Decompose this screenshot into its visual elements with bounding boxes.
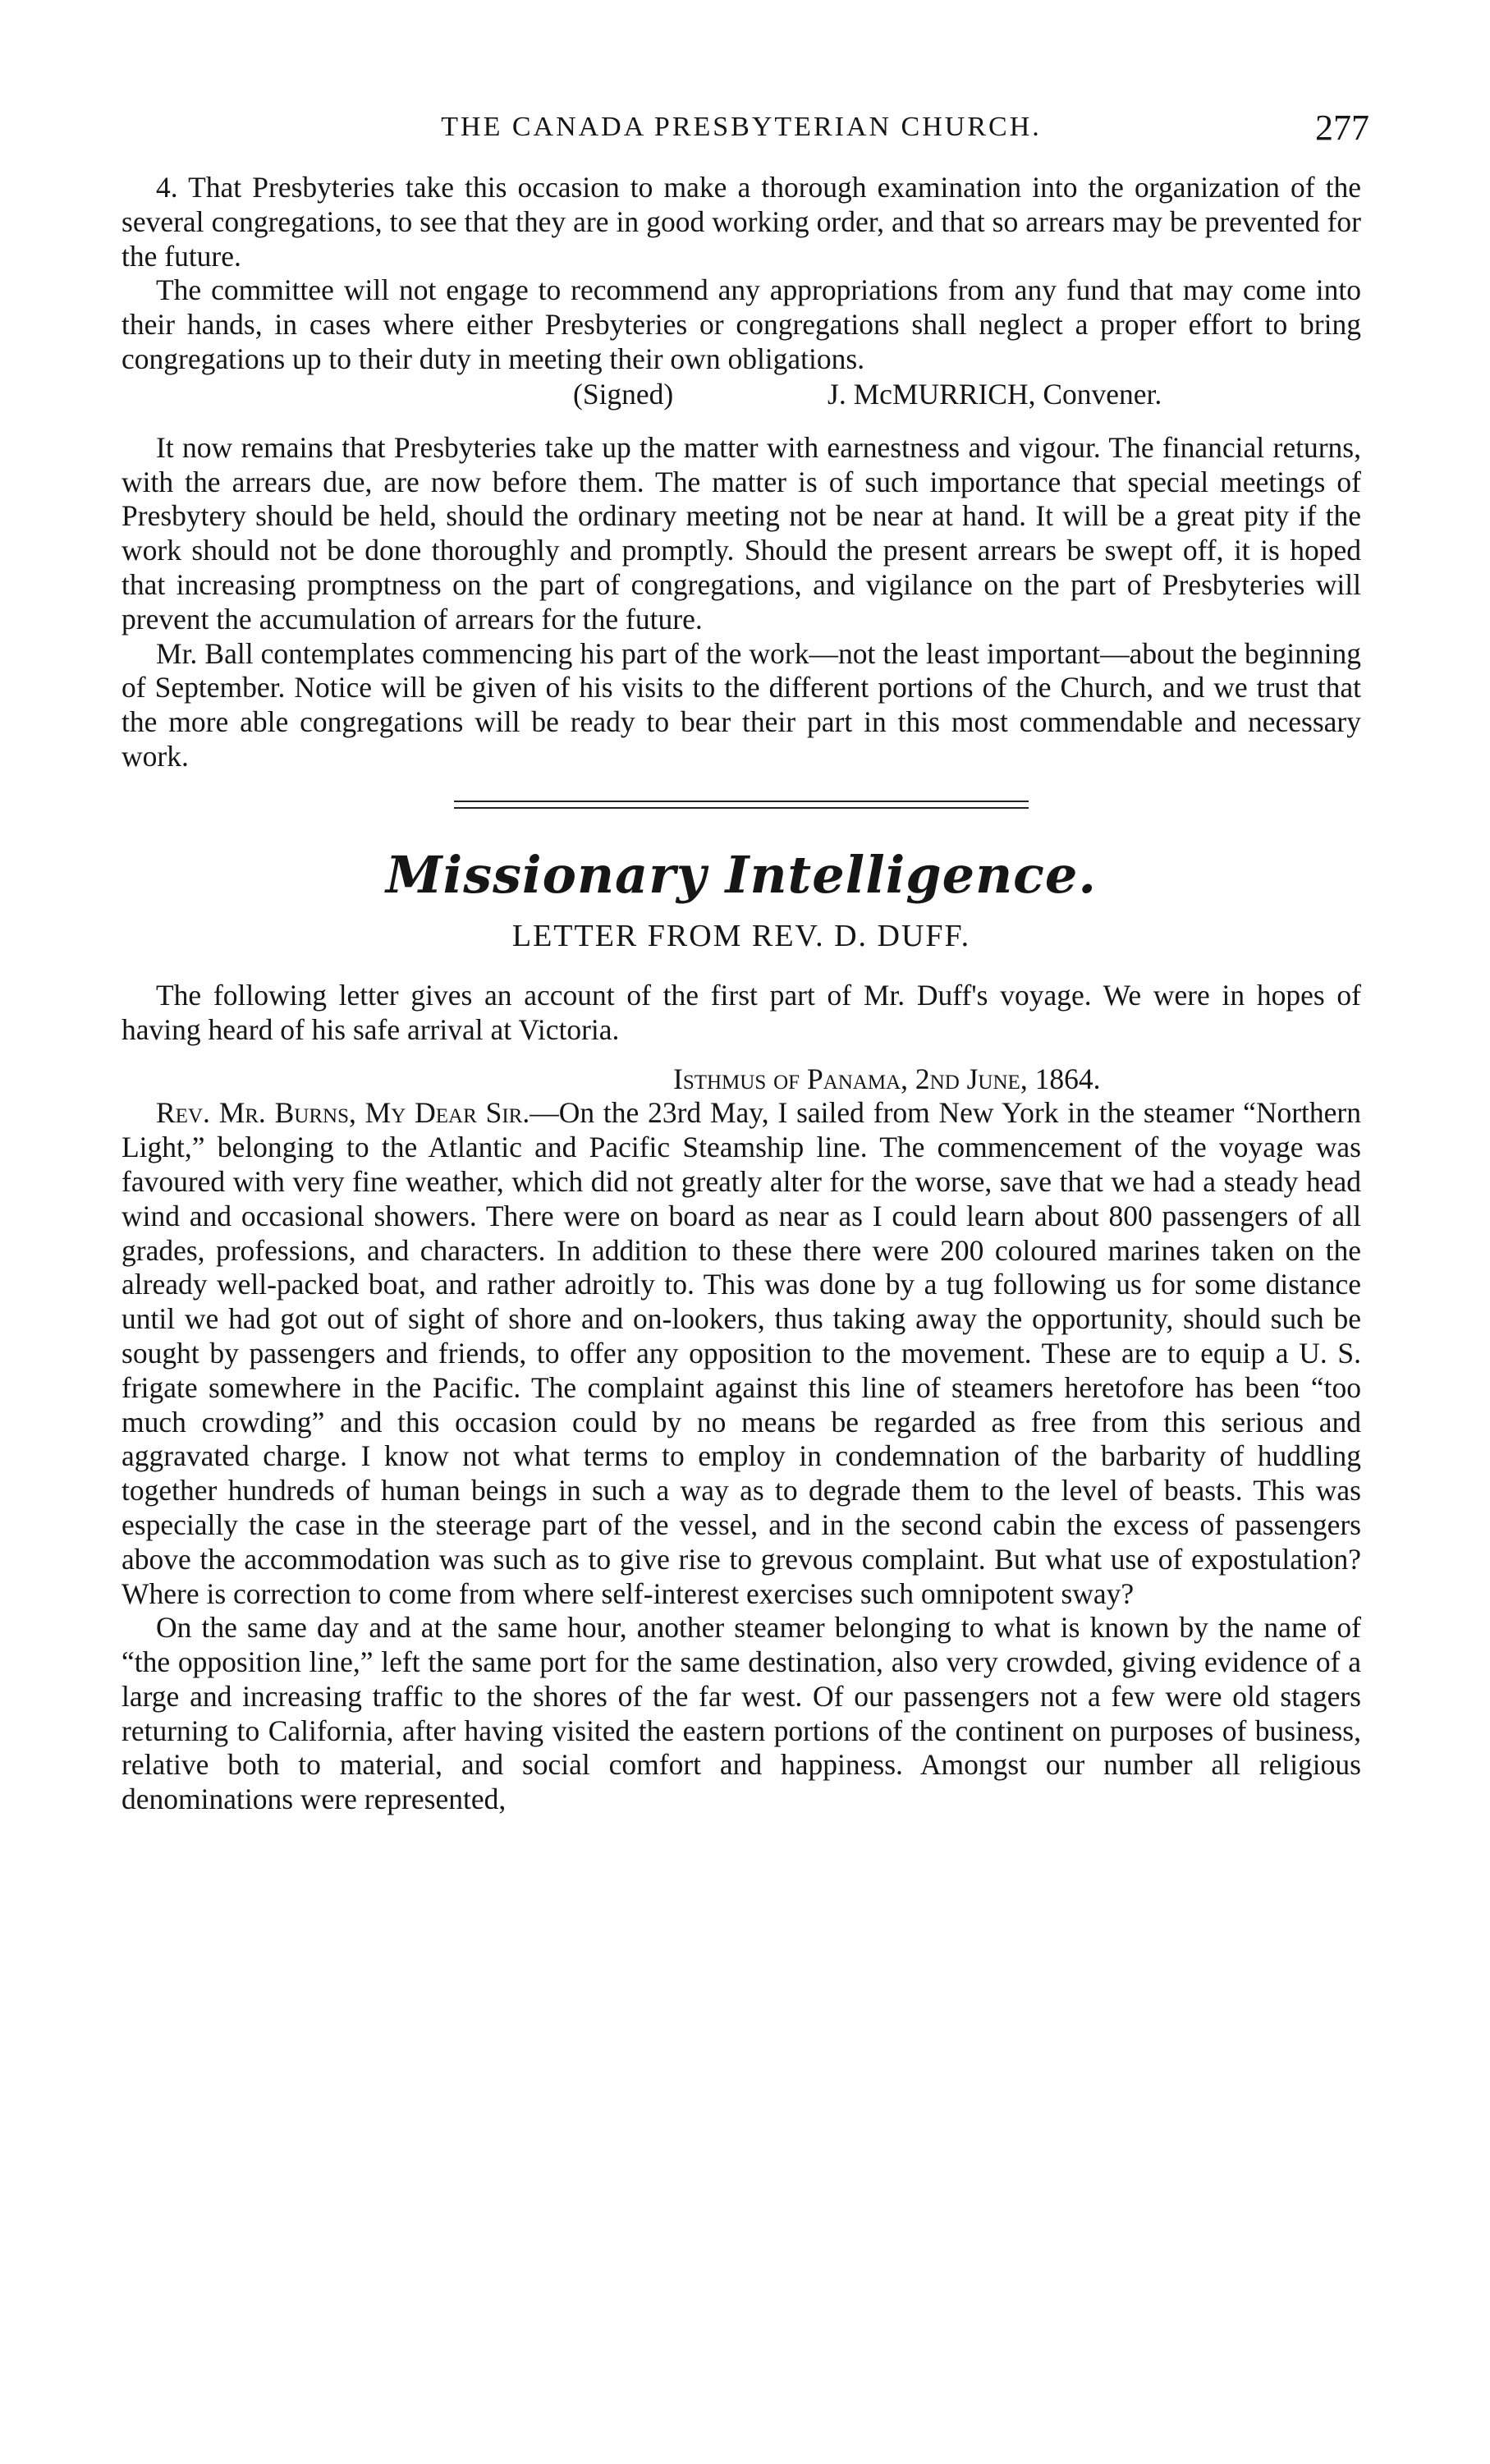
letter-salutation: Rev. Mr. Burns, My Dear Sir.: [156, 1096, 530, 1130]
divider-rule-top: [454, 801, 1029, 802]
section-heading: Missionary Intelligence.: [386, 844, 1097, 905]
signatory-name: J. McMURRICH, Convener.: [828, 377, 1162, 411]
signed-label: (Signed): [573, 377, 674, 411]
editorial-paragraph-ball: Mr. Ball contemplates commencing his part of the work—not the least important—about the beginning of September. Notice will be given of his visits to the different portions of the Church, and we trust that the more able congregations will be ready to bear their part in this most commendable and necessary work.: [121, 636, 1361, 773]
letter-paragraph-2: On the same day and at the same hour, another steamer belonging to what is known by the name of “the opposition line,” left the same port for the same destination, also very crowded, giving evidence of a large and increasing traffic to the shores of the far west. Of our passengers not a few were old stagers returning to California, after having visited the eastern portions of the continent on purposes of business, relative both to material, and social comfort and happiness. Amongst our number all religious denominations were represented,: [121, 1611, 1361, 1816]
document-page: [121, 107, 1369, 1817]
report-committee-paragraph: The committee will not engage to recommend any appropriations from any fund that may come into their hands, in cases where either Presbyteries or congregations shall neglect a proper effort to bring congregations up to their duty in meeting their own obligations.: [121, 273, 1361, 375]
letter-paragraph-1-text: —On the 23rd May, I sailed from New York in the steamer “Northern Light,” belonging to the Atlantic and Pacific Steamship line. The commencement of the voyage was favoured with very fine weather, which did not greatly alter for the worse, save that we had a steady head wind and occasional showers. There were on board as near as I could learn about 800 passengers of all grades, professions, and characters. In addition to these there were 200 coloured marines taken on the already well-packed boat, and rather adroitly to. This was done by a tug following us for some distance until we had got out of sight of shore and on-lookers, thus taking away the opportunity, should such be sought by passengers and friends, to offer any opposition to the movement. These are to equip a U. S. frigate somewhere in the Pacific. The complaint against this line of steamers heretofore has been “too much crowding” and this occasion could by no means be regarded as free from this serious and aggravated charge. I know not what terms to employ in condemnation of the barbarity of huddling together hundreds of human beings in such a way as to degrade them to the level of beasts. This was especially the case in the steerage part of the vessel, and in the second cabin the excess of passengers above the accommodation was such as to give rise to grevous complaint. But what use of expostulation? Where is correction to come from where self-interest exercises such omnipotent sway?: [121, 1096, 1362, 1610]
divider-rule-bottom: [454, 807, 1029, 809]
report-item-4: 4. That Presbyteries take this occasion to make a thorough examination into the organization of the several congregations, to see that they are in good working order, and that so arrears may be prevented for the future.: [121, 171, 1361, 273]
section-divider: [454, 799, 1029, 814]
running-header: [121, 107, 1369, 156]
letter-paragraph-1: [121, 1096, 1361, 1611]
letter-dateline: Isthmus of Panama, 2nd June, 1864.: [673, 1062, 1101, 1096]
running-title: THE CANADA PRESBYTERIAN CHURCH.: [441, 112, 1042, 142]
page-number: 277: [1315, 108, 1369, 148]
editorial-paragraph-remains: It now remains that Presbyteries take up the matter with earnestness and vigour. The financial returns, with the arrears due, are now before them. The matter is of such importance that special meetings of Presbytery should be held, should the ordinary meeting not be near at hand. It will be a great pity if the work should not be done thoroughly and promptly. Should the present arrears be swept off, it is hoped that increasing promptness on the part of congregations, and vigilance on the part of Presbyteries will prevent the accumulation of arrears for the future.: [121, 430, 1361, 636]
letter-intro: The following letter gives an account of the first part of Mr. Duff's voyage. We were in hopes of having heard of his safe arrival at Victoria.: [121, 978, 1361, 1046]
signature-line: [121, 377, 1361, 415]
letter-title: LETTER FROM REV. D. DUFF.: [511, 918, 971, 953]
